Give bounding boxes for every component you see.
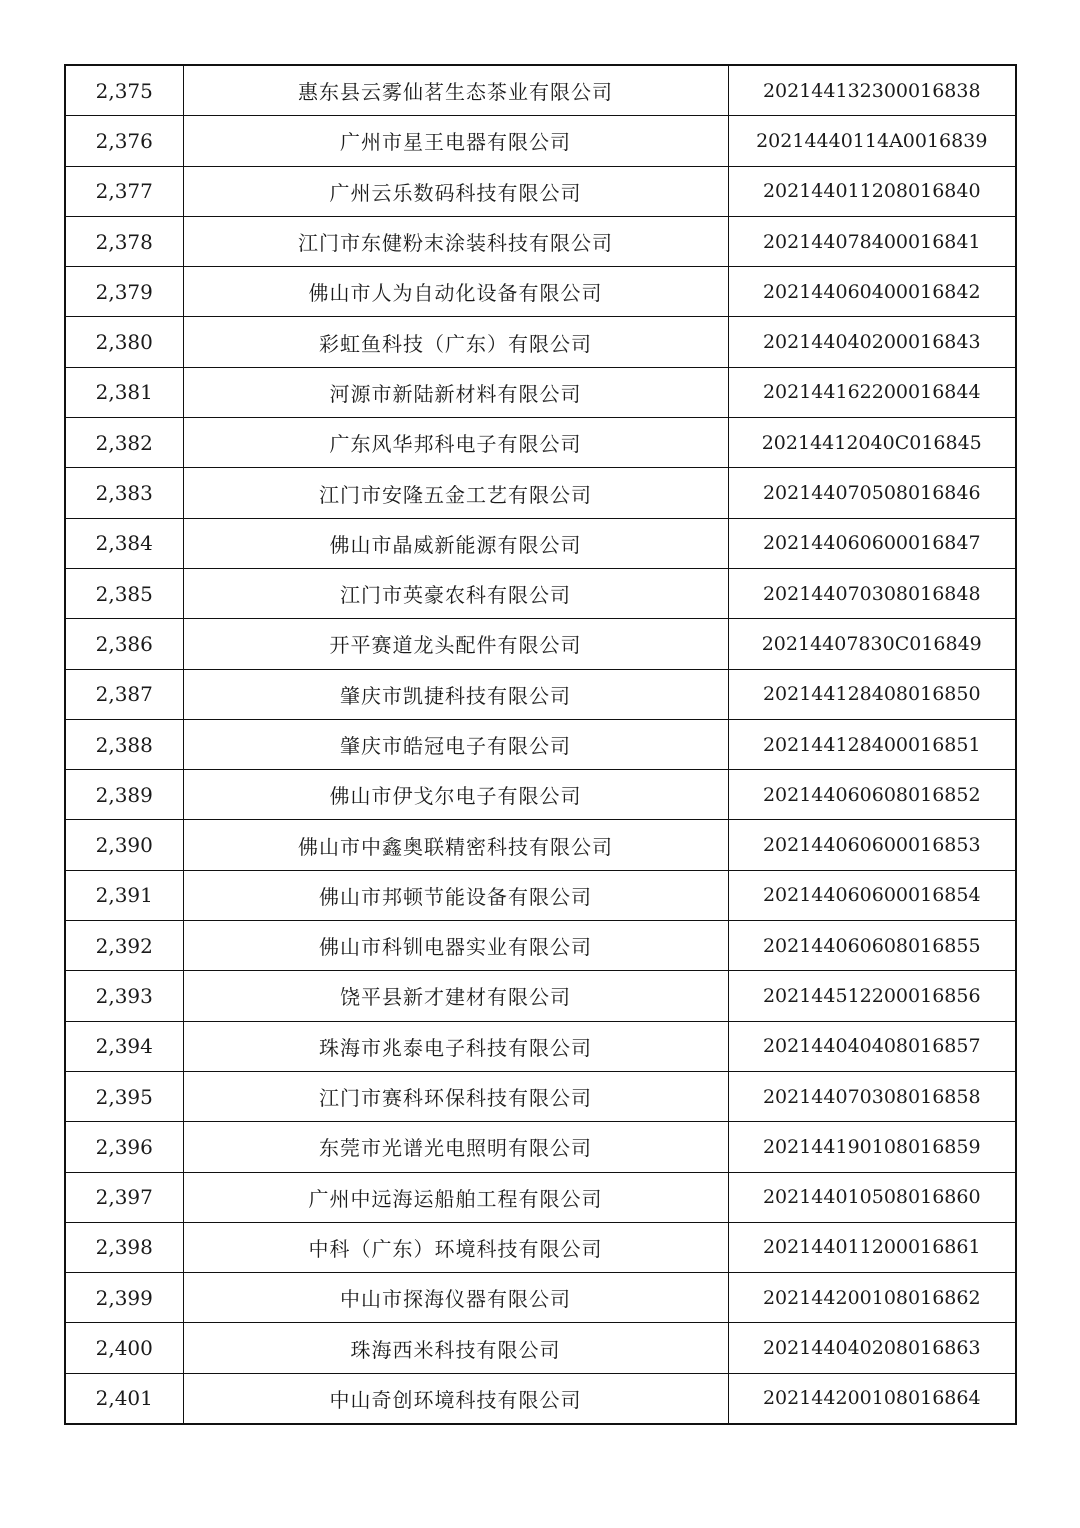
serial-number-cell: 2,380 [65,317,183,367]
registration-code-cell: 202144011200016861 [728,1222,1016,1272]
serial-number-cell: 2,395 [65,1071,183,1121]
table-row [65,770,1016,820]
table-row [65,1172,1016,1222]
company-name-cell: 东莞市光谱光电照明有限公司 [183,1122,728,1172]
company-name-cell: 佛山市晶威新能源有限公司 [183,518,728,568]
serial-number-cell: 2,396 [65,1122,183,1172]
serial-number-cell: 2,397 [65,1172,183,1222]
company-name-cell: 江门市英豪农科有限公司 [183,568,728,618]
serial-number-cell: 2,382 [65,418,183,468]
company-name-cell: 开平赛道龙头配件有限公司 [183,619,728,669]
table-row [65,418,1016,468]
registration-code-cell: 20214440114A0016839 [728,116,1016,166]
registration-code-cell: 202144190108016859 [728,1122,1016,1172]
company-name-cell: 中山市探海仪器有限公司 [183,1273,728,1323]
company-name-cell: 佛山市伊戈尔电子有限公司 [183,770,728,820]
serial-number-cell: 2,399 [65,1273,183,1323]
registration-code-cell: 202144200108016862 [728,1273,1016,1323]
registration-code-cell: 202144060608016852 [728,770,1016,820]
company-name-cell: 佛山市中鑫奥联精密科技有限公司 [183,820,728,870]
company-registry-table [64,64,1017,1425]
company-name-cell: 广州中远海运船舶工程有限公司 [183,1172,728,1222]
serial-number-cell: 2,392 [65,921,183,971]
registration-code-cell: 202144078400016841 [728,216,1016,266]
company-name-cell: 广东风华邦科电子有限公司 [183,418,728,468]
registration-code-cell: 202144010508016860 [728,1172,1016,1222]
serial-number-cell: 2,394 [65,1021,183,1071]
company-name-cell: 佛山市邦顿节能设备有限公司 [183,870,728,920]
company-name-cell: 广州市星王电器有限公司 [183,116,728,166]
registration-code-cell: 202144060600016853 [728,820,1016,870]
table-row [65,1323,1016,1373]
registration-code-cell: 202144040408016857 [728,1021,1016,1071]
company-name-cell: 江门市安隆五金工艺有限公司 [183,468,728,518]
serial-number-cell: 2,375 [65,65,183,116]
table-row [65,921,1016,971]
table-row [65,619,1016,669]
table-row [65,669,1016,719]
serial-number-cell: 2,386 [65,619,183,669]
serial-number-cell: 2,381 [65,367,183,417]
registration-code-cell: 202144200108016864 [728,1373,1016,1424]
table-row [65,971,1016,1021]
registration-code-cell: 20214407830C016849 [728,619,1016,669]
serial-number-cell: 2,398 [65,1222,183,1272]
registration-code-cell: 202144060400016842 [728,267,1016,317]
registration-code-cell: 202144132300016838 [728,65,1016,116]
table-row [65,820,1016,870]
serial-number-cell: 2,383 [65,468,183,518]
serial-number-cell: 2,391 [65,870,183,920]
company-name-cell: 佛山市人为自动化设备有限公司 [183,267,728,317]
registration-code-cell: 202144070308016858 [728,1071,1016,1121]
table-row [65,166,1016,216]
company-name-cell: 肇庆市凯捷科技有限公司 [183,669,728,719]
registration-code-cell: 202144040208016863 [728,1323,1016,1373]
serial-number-cell: 2,389 [65,770,183,820]
company-name-cell: 江门市东健粉末涂装科技有限公司 [183,216,728,266]
table-row [65,65,1016,116]
table-row [65,1071,1016,1121]
table-row [65,518,1016,568]
registration-code-cell: 202144128400016851 [728,719,1016,769]
table-row [65,468,1016,518]
serial-number-cell: 2,377 [65,166,183,216]
registration-code-cell: 202144011208016840 [728,166,1016,216]
company-name-cell: 彩虹鱼科技（广东）有限公司 [183,317,728,367]
registration-code-cell: 202144070508016846 [728,468,1016,518]
table-row [65,1021,1016,1071]
table-row [65,116,1016,166]
serial-number-cell: 2,401 [65,1373,183,1424]
registration-code-cell: 202144040200016843 [728,317,1016,367]
table-row [65,870,1016,920]
company-name-cell: 中科（广东）环境科技有限公司 [183,1222,728,1272]
registration-code-cell: 202144060608016855 [728,921,1016,971]
serial-number-cell: 2,390 [65,820,183,870]
serial-number-cell: 2,378 [65,216,183,266]
company-name-cell: 江门市赛科环保科技有限公司 [183,1071,728,1121]
table-row [65,267,1016,317]
company-name-cell: 惠东县云雾仙茗生态茶业有限公司 [183,65,728,116]
registration-code-cell: 20214412040C016845 [728,418,1016,468]
table-row [65,568,1016,618]
company-name-cell: 广州云乐数码科技有限公司 [183,166,728,216]
company-name-cell: 饶平县新才建材有限公司 [183,971,728,1021]
serial-number-cell: 2,379 [65,267,183,317]
company-name-cell: 中山奇创环境科技有限公司 [183,1373,728,1424]
serial-number-cell: 2,385 [65,568,183,618]
table-row [65,719,1016,769]
registry-table-body [65,65,1016,1424]
table-row [65,216,1016,266]
registration-code-cell: 202144162200016844 [728,367,1016,417]
table-row [65,1222,1016,1272]
company-name-cell: 肇庆市皓冠电子有限公司 [183,719,728,769]
table-row [65,1373,1016,1424]
serial-number-cell: 2,384 [65,518,183,568]
registration-code-cell: 202144512200016856 [728,971,1016,1021]
serial-number-cell: 2,393 [65,971,183,1021]
table-row [65,317,1016,367]
company-name-cell: 佛山市科钏电器实业有限公司 [183,921,728,971]
registration-code-cell: 202144060600016854 [728,870,1016,920]
serial-number-cell: 2,376 [65,116,183,166]
table-row [65,367,1016,417]
serial-number-cell: 2,387 [65,669,183,719]
registration-code-cell: 202144070308016848 [728,568,1016,618]
table-row [65,1273,1016,1323]
company-name-cell: 珠海市兆泰电子科技有限公司 [183,1021,728,1071]
serial-number-cell: 2,388 [65,719,183,769]
company-name-cell: 珠海西米科技有限公司 [183,1323,728,1373]
serial-number-cell: 2,400 [65,1323,183,1373]
table-row [65,1122,1016,1172]
registration-code-cell: 202144060600016847 [728,518,1016,568]
registration-code-cell: 202144128408016850 [728,669,1016,719]
company-name-cell: 河源市新陆新材料有限公司 [183,367,728,417]
